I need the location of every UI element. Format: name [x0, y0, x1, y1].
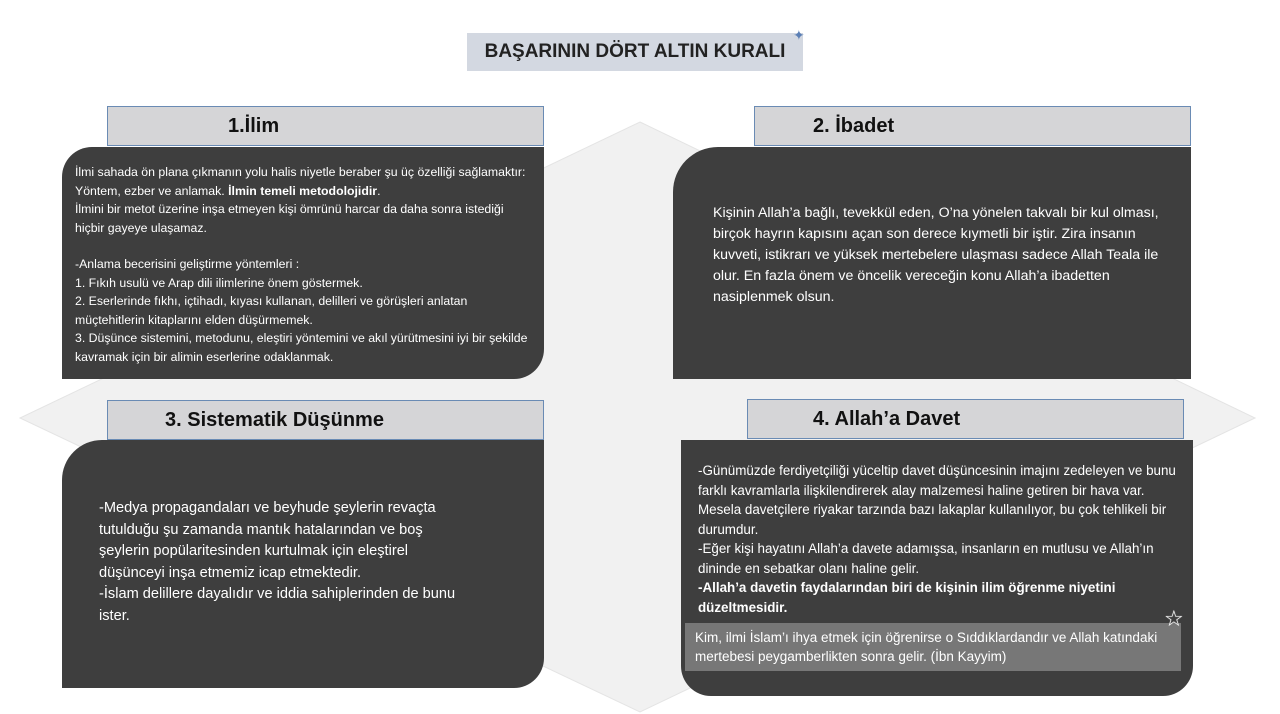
page-title: BAŞARININ DÖRT ALTIN KURALI — [467, 33, 803, 71]
section-3-header — [107, 400, 544, 440]
section-4-title: 4. Allah’a Davet — [813, 407, 961, 430]
section-4-p3: -Allah’a davetin faydalarından biri de kişinin ilim öğrenme niyetini düzeltmesidir. — [698, 580, 1116, 615]
section-1-title: 1.İlim — [228, 114, 280, 137]
section-4-p1: -Günümüzde ferdiyetçiliği yüceltip davet düşüncesinin imajını zedeleyen ve bunu farklı kavramlarla ilişkilendirerek alay malzemesi haline getiren bir hava var. Mesela davetçilere riyakar tarzında bazı lakaplar kullanılıyor, bu çok tehlikeli bir durumdur. — [698, 463, 1176, 537]
section-3-card — [62, 440, 544, 688]
section-1-card — [62, 147, 544, 379]
section-4-header — [747, 399, 1184, 439]
section-2-body: Kişinin Allah’a bağlı, tevekkül eden, O’na yönelen takvalı bir kul olması, birçok hayrın kapısını açan son derece kıymetli bir iştir. Zira insanın kuvveti, istikrarı ve yüksek mertebelere ulaşması sadece Allah Teala ile olur. En fazla önem ve öncelik vereceğin konu Allah’a ibadetten nasiplenmek olsun. — [713, 205, 1159, 305]
section-1-item-1: 1. Fıkıh usulü ve Arap dili ilimlerine önem göstermek. — [75, 275, 363, 290]
section-2-title: 2. İbadet — [813, 114, 895, 137]
section-3-title: 3. Sistematik Düşünme — [165, 408, 384, 431]
sparkle-icon: ✦ — [793, 27, 805, 43]
section-1-intro2: İlmini bir metot üzerine inşa etmeyen kişi ömrünü harcar da daha sonra istediği hiçbir gayeye ulaşamaz. — [75, 202, 504, 235]
section-1-intro: İlmi sahada ön plana çıkmanın yolu halis niyetle beraber şu üç özelliği sağlamaktır: Yöntem, ezber ve anlamak. İlmin temeli metodolojidir. — [75, 165, 526, 198]
section-3-p1: -Medya propagandaları ve beyhude şeylerin revaçta tutulduğu şu zamanda mantık hatalarından ve boş şeylerin popülaritesinden kurtulmak için eleştirel düşünceyi inşa etmemiz icap etmektedir. — [99, 500, 436, 581]
star-icon: ☆ — [1164, 606, 1184, 631]
section-4-p2: -Eğer kişi hayatını Allah’a davete adamışsa, insanların en mutlusu ve Allah’ın dininde en sebatkar olanı haline gelir. — [698, 541, 1154, 576]
section-1-item-3: 3. Düşünce sistemini, metodunu, eleştiri yöntemini ve akıl yürütmesini iyi bir şekilde kavramak için bir alimin eserlerine odaklanmak. — [75, 331, 528, 364]
section-1-header — [107, 106, 544, 146]
section-1-list-title: -Anlama becerisini geliştirme yöntemleri : — [75, 257, 300, 271]
section-2-header — [754, 106, 1191, 146]
section-1-item-2: 2. Eserlerinde fıkhı, içtihadı, kıyası kullanan, delilleri ve görüşleri anlatan müçtehitlerin kitaplarını elden düşürmemek. — [75, 294, 468, 327]
section-4-quote: Kim, ilmi İslam’ı ihya etmek için öğrenirse o Sıddıklardandır ve Allah katındaki mertebesi peygamberlikten sonra gelir. (İbn Kayyim) — [685, 623, 1181, 671]
section-2-card — [673, 147, 1191, 379]
section-3-p2: -İslam delillere dayalıdır ve iddia sahiplerinden de bunu ister. — [99, 586, 456, 624]
